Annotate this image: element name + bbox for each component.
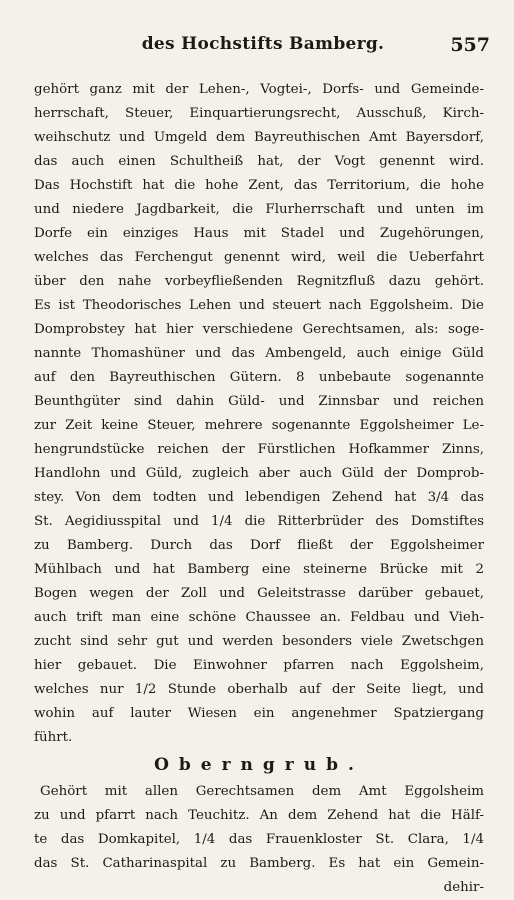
text-line: zu und pfarrt nach Teuchitz. An dem Zehend hat die Hälf- [34,808,484,823]
text-line: auf den Bayreuthischen Gütern. 8 unbebaute sogenannte [34,370,484,385]
text-line: gehört ganz mit der Lehen-, Vogtei-, Dorfs- und Gemeinde- [34,82,484,97]
page-header [30,34,496,62]
text-line: das auch einen Schultheiß hat, der Vogt genennt wird. [34,154,484,169]
text-line: zur Zeit keine Steuer, mehrere sogenannte Eggolsheimer Le- [34,418,484,433]
text-line: führt. [34,730,73,745]
text-line: stey. Von dem todten und lebendigen Zehend hat 3/4 das [34,490,484,505]
text-line: Dorfe ein einziges Haus mit Stadel und Zugehörungen, [34,226,484,241]
paragraph-2 [34,780,484,876]
text-line: nannte Thomashüner und das Ambengeld, auch einige Güld [34,346,484,361]
text-line: te das Domkapitel, 1/4 das Frauenkloster St. Clara, 1/4 [34,832,484,847]
text-line: St. Aegidiusspital und 1/4 die Ritterbrüder des Domstiftes [34,514,484,529]
text-line: Domprobstey hat hier verschiedene Gerechtsamen, als: soge- [34,322,484,337]
text-line: Das Hochstift hat die hohe Zent, das Territorium, die hohe [34,178,484,193]
text-line: Beunthgüter sind dahin Güld- und Zinnsbar und reichen [34,394,484,409]
text-line: das St. Catharinaspital zu Bamberg. Es hat ein Gemein- [34,856,484,871]
text-line: auch trift man eine schöne Chaussee an. Feldbau und Vieh- [34,610,484,625]
body-text [34,78,484,900]
text-line: Bogen wegen der Zoll und Geleitstrasse darüber gebauet, [34,586,484,601]
text-line: welches das Ferchengut genennt wird, weil die Ueberfahrt [34,250,484,265]
text-line: und niedere Jagdbarkeit, die Flurherrschaft und unten im [34,202,484,217]
paragraph-1 [34,78,484,750]
text-line: Mühlbach und hat Bamberg eine steinerne Brücke mit 2 [34,562,484,577]
catchword: dehir- [443,880,484,895]
text-line: hier gebauet. Die Einwohner pfarren nach Eggolsheim, [34,658,484,673]
text-line: zu Bamberg. Durch das Dorf fließt der Eggolsheimer [34,538,484,553]
section-heading: Oberngrub. [154,755,364,775]
text-line: zucht sind sehr gut und werden besonders viele Zwetschgen [34,634,484,649]
text-line: über den nahe vorbeyfließenden Regnitzfluß dazu gehört. [34,274,484,289]
text-line: Es ist Theodorisches Lehen und steuert nach Eggolsheim. Die [34,298,484,313]
text-line: weihschutz und Umgeld dem Bayreuthischen Amt Bayersdorf, [34,130,484,145]
text-line: wohin auf lauter Wiesen ein angenehmer Spatziergang [34,706,484,721]
text-line: Gehört mit allen Gerechtsamen dem Amt Eggolsheim [40,784,484,799]
text-line: welches nur 1/2 Stunde oberhalb auf der Seite liegt, und [34,682,484,697]
page-number: 557 [450,34,490,56]
text-line: hengrundstücke reichen der Fürstlichen Hofkammer Zinns, [34,442,484,457]
running-title: des Hochstifts Bamberg. [141,34,385,54]
text-line: Handlohn und Güld, zugleich aber auch Güld der Domprob- [34,466,484,481]
text-line: herrschaft, Steuer, Einquartierungsrecht, Ausschuß, Kirch- [34,106,484,121]
